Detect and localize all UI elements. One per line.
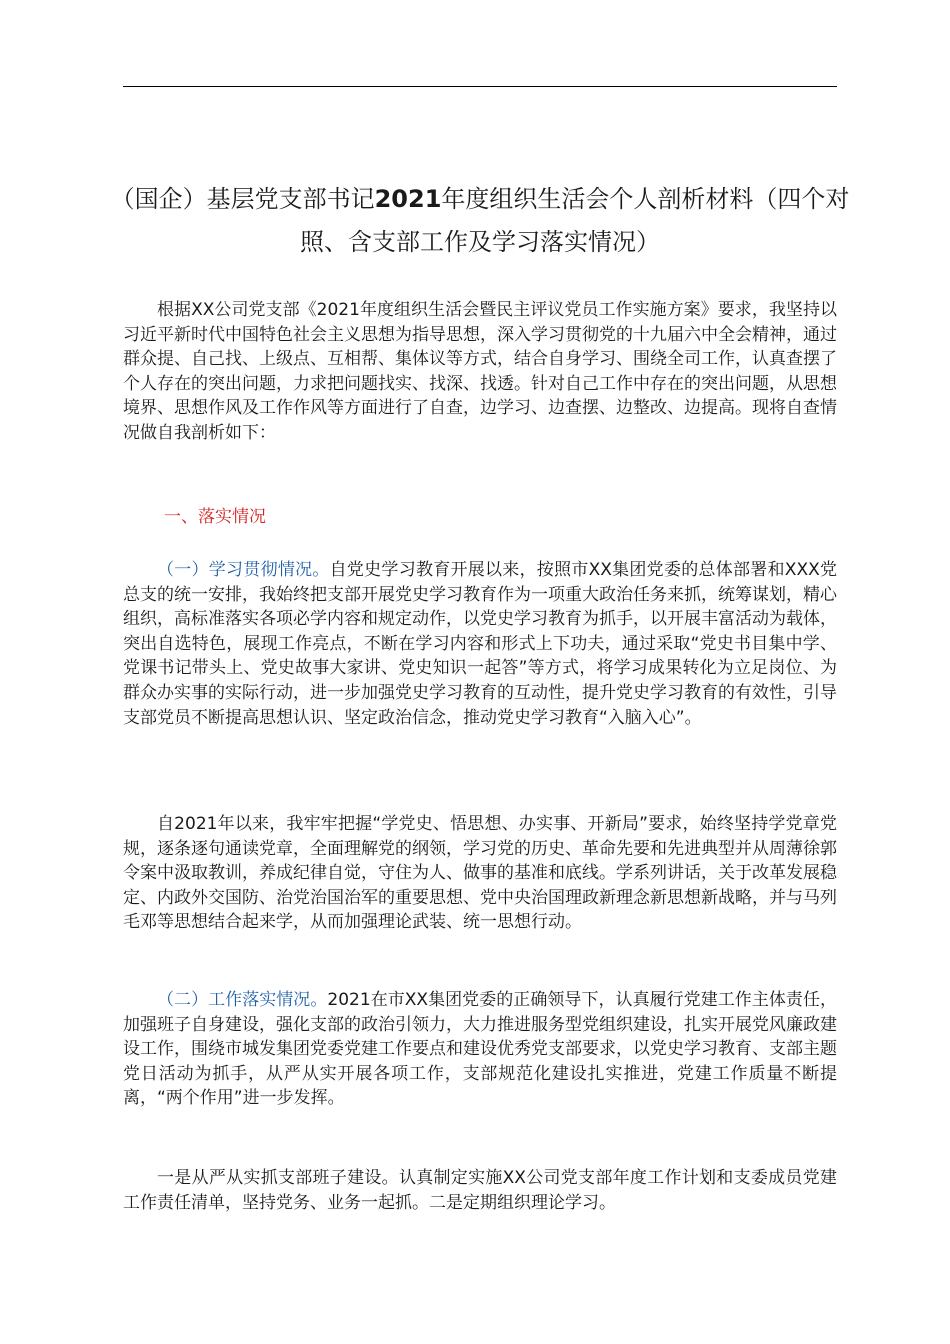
study-implementation-paragraph	[123, 558, 837, 730]
work-implementation-lead: （二）工作落实情况。	[157, 990, 328, 1010]
work-implementation-text: 2021在市XX集团党委的正确领导下，认真履行党建工作主体责任，加强班子自身建设，强化支部的政治引领力，大力推进服务型党组织建设，扎实开展党风廉政建设工作，围绕市城发集团党委党建工作要点和建设优秀党支部要求，以党史学习教育、支部主题党日活动为抓手，从严从实开展各项工作，支部规范化建设扎实推进，党建工作质量不断提离，“两个作用”进一步发挥。	[123, 990, 837, 1109]
title-suffix: 年度组织生活会个人剖析材料（四个对照、含支部工作及学习落实情况）	[300, 185, 850, 256]
since-2021-paragraph: 自2021年以来，我牢牢把握“学党史、悟思想、办实事、开新局”要求，始终坚持学党章党规，逐条逐句通读党章，全面理解党的纲领，学习党的历史、革命先要和先进典型并从周薄徐郭令案中汲取教训，养成纪律自觉，守住为人、做事的基准和底线。学系列讲话，关于改革发展稳定、内政外交国防、治党治国治军的重要思想、党中央治国理政新理念新思想新战略，并与马列毛邓等思想结合起来学，从而加强理论武装、统一思想行动。	[123, 814, 837, 933]
intro-paragraph: 根据XX公司党支部《2021年度组织生活会暨民主评议党员工作实施方案》要求，我坚持以习近平新时代中国特色社会主义思想为指导思想，深入学习贯彻党的十九届六中全会精神，通过群众提、自己找、上级点、互相帮、集体议等方式，结合自身学习、围绕全司工作，认真查摆了个人存在的突出问题，力求把问题找实、找深、找透。针对自己工作中存在的突出问题，从思想境界、思想作风及工作作风等方面进行了自查，边学习、边查摆、边整改、边提高。现将自查情况做自我剖析如下：	[123, 300, 837, 443]
work-implementation-paragraph	[123, 988, 837, 1111]
header-rule	[123, 86, 837, 87]
title-year: 2021	[374, 185, 442, 213]
document-title	[110, 178, 850, 264]
section-heading-implementation: 一、落实情况	[164, 507, 266, 527]
study-implementation-lead: （一）学习贯彻情况。	[157, 560, 330, 580]
team-building-paragraph: 一是从严从实抓支部班子建设。认真制定实施XX公司党支部年度工作计划和支委成员党建工作责任清单，坚持党务、业务一起抓。二是定期组织理论学习。	[123, 1168, 837, 1213]
study-implementation-text: 自党史学习教育开展以来，按照市XX集团党委的总体部署和XXX党总支的统一安排，我始终把支部开展党史学习教育作为一项重大政治任务来抓，统筹谋划，精心组织，高标准落实各项必学内容和规定动作，以党史学习教育为抓手，以开展丰富活动为载体，突出自选特色，展现工作亮点，不断在学习内容和形式上下功夫，通过采取“党史书目集中学、党课书记带头上、党史故事大家讲、党史知识一起答”等方式，将学习成果转化为立足岗位、为群众办实事的实际行动，进一步加强党史学习教育的互动性，提升党史学习教育的有效性，引导支部党员不断提高思想认识、坚定政治信念，推动党史学习教育“入脑入心”。	[123, 560, 837, 728]
title-prefix: （国企）基层党支部书记	[110, 185, 375, 213]
